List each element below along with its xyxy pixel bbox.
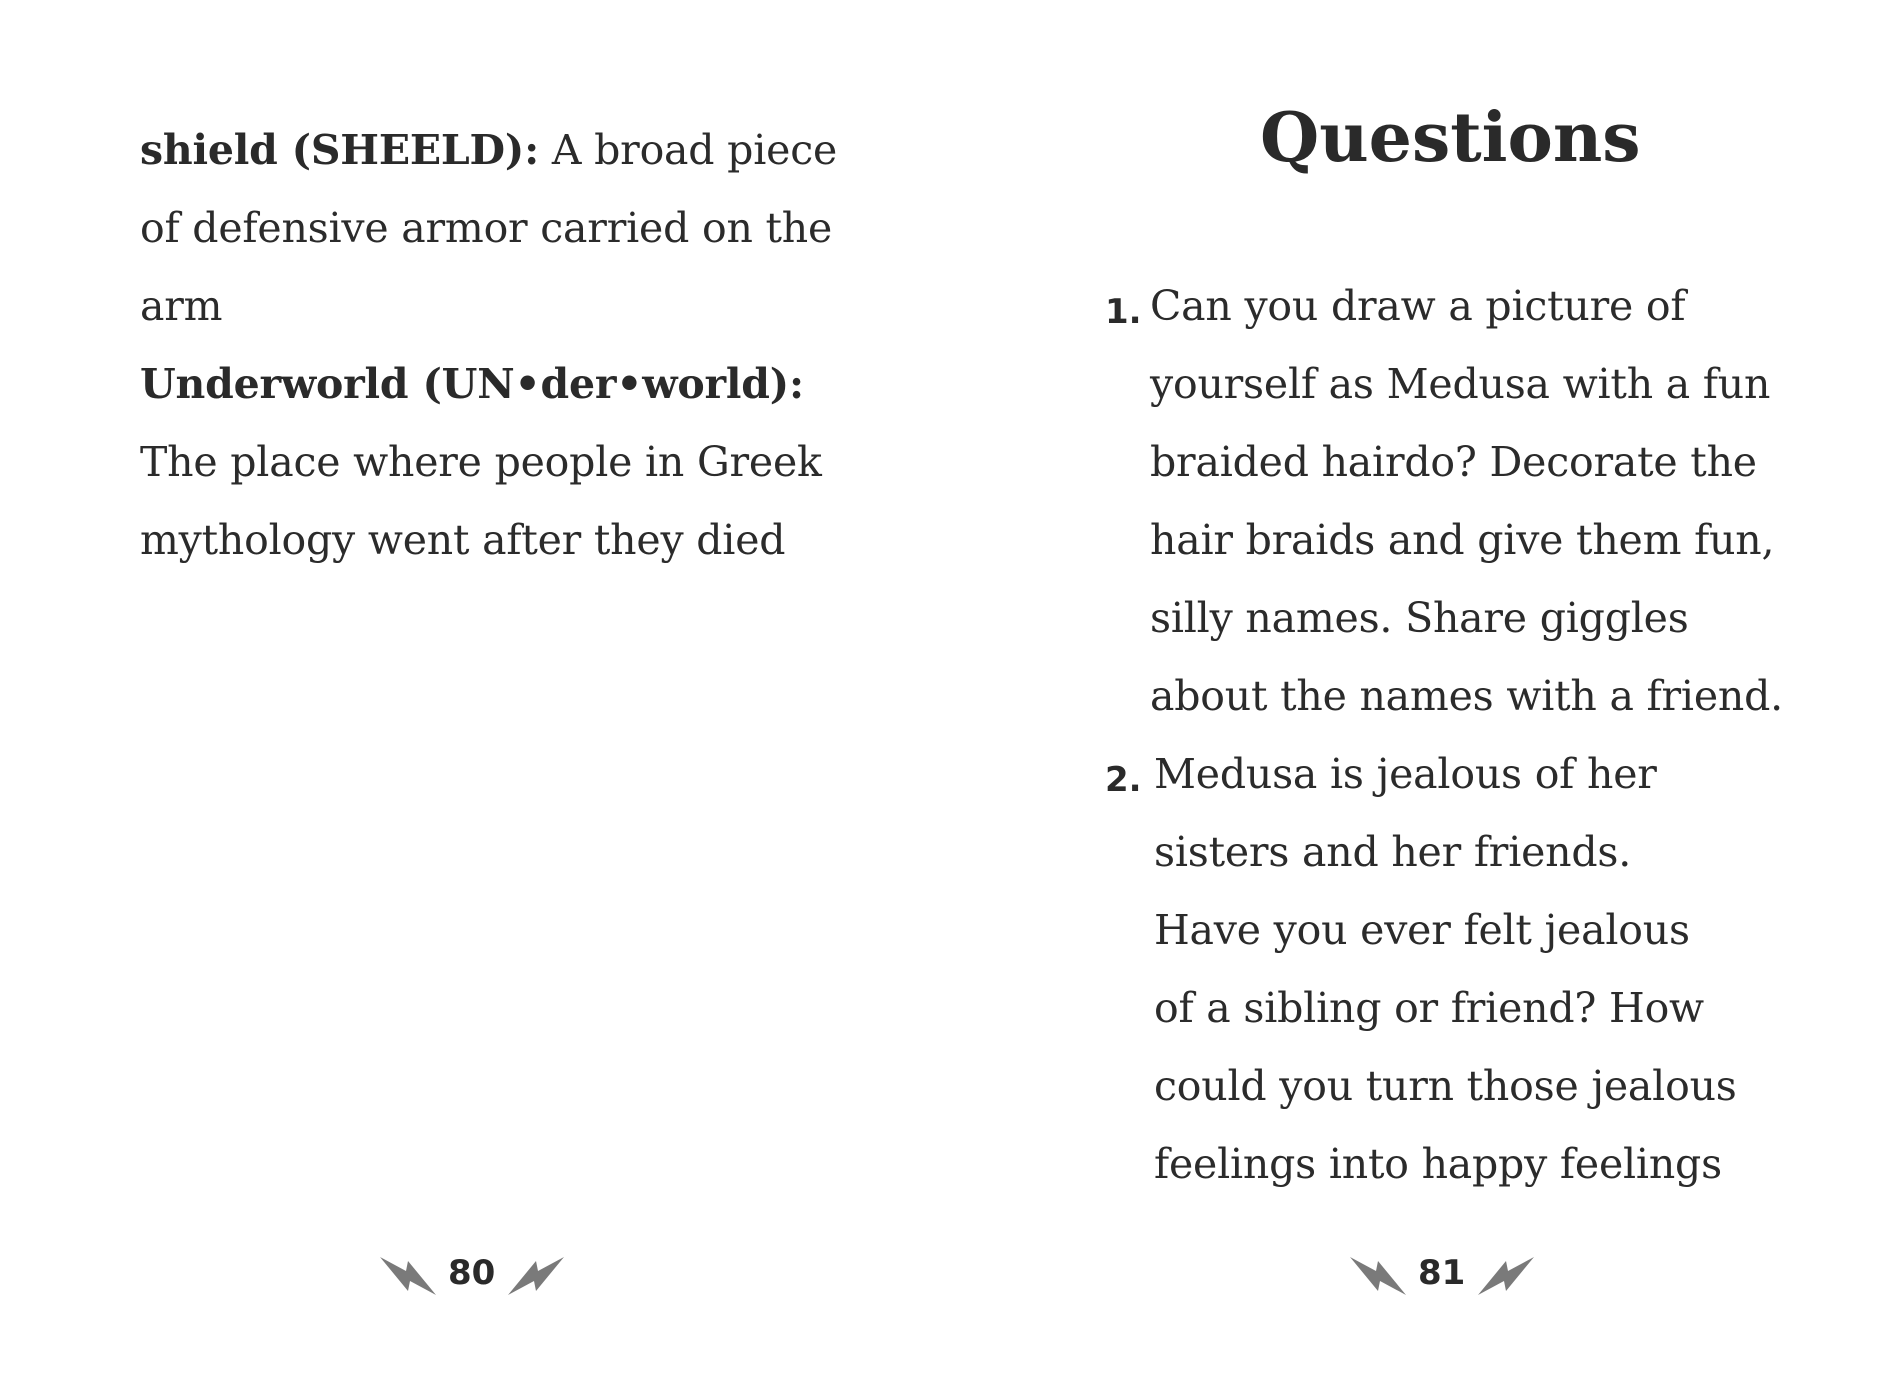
- glossary-definition: A broad piece: [551, 126, 838, 174]
- question-line: feelings into happy feelings: [1154, 1140, 1722, 1188]
- question-line: braided hairdo? Decorate the: [1150, 438, 1757, 486]
- glossary-entry-shield: [140, 120, 837, 180]
- glossary-definition-line: The place where people in Greek: [140, 438, 822, 486]
- question-line: Have you ever felt jealous: [1154, 906, 1690, 954]
- page-number-footer: [380, 1248, 570, 1298]
- glossary-definition-line: arm: [140, 282, 223, 330]
- glossary-definition-line: of defensive armor carried on the: [140, 204, 833, 252]
- page-number: 80: [448, 1253, 496, 1293]
- page-title: Questions: [1260, 98, 1641, 178]
- lightning-bolt-icon: [1350, 1251, 1406, 1295]
- question-number: 1.: [1105, 292, 1142, 332]
- question-line: about the names with a friend.: [1150, 672, 1783, 720]
- question-line: of a sibling or friend? How: [1154, 984, 1704, 1032]
- question-line: yourself as Medusa with a fun: [1150, 360, 1771, 408]
- lightning-bolt-icon: [508, 1251, 564, 1295]
- lightning-bolt-icon: [1478, 1251, 1534, 1295]
- glossary-term: shield (SHEELD):: [140, 126, 540, 174]
- question-line: silly names. Share giggles: [1150, 594, 1689, 642]
- left-page: [0, 0, 940, 1400]
- question-line: hair braids and give them fun,: [1150, 516, 1775, 564]
- lightning-bolt-icon: [380, 1251, 436, 1295]
- question-line: Can you draw a picture of: [1150, 282, 1686, 330]
- question-line: sisters and her friends.: [1154, 828, 1632, 876]
- question-line: could you turn those jealous: [1154, 1062, 1737, 1110]
- page-number-footer: [1350, 1248, 1540, 1298]
- question-number: 2.: [1105, 760, 1142, 800]
- glossary-term: Underworld (UN•der•world):: [140, 360, 804, 408]
- glossary-definition-line: mythology went after they died: [140, 516, 786, 564]
- question-line: Medusa is jealous of her: [1154, 750, 1657, 798]
- page-number: 81: [1418, 1253, 1466, 1293]
